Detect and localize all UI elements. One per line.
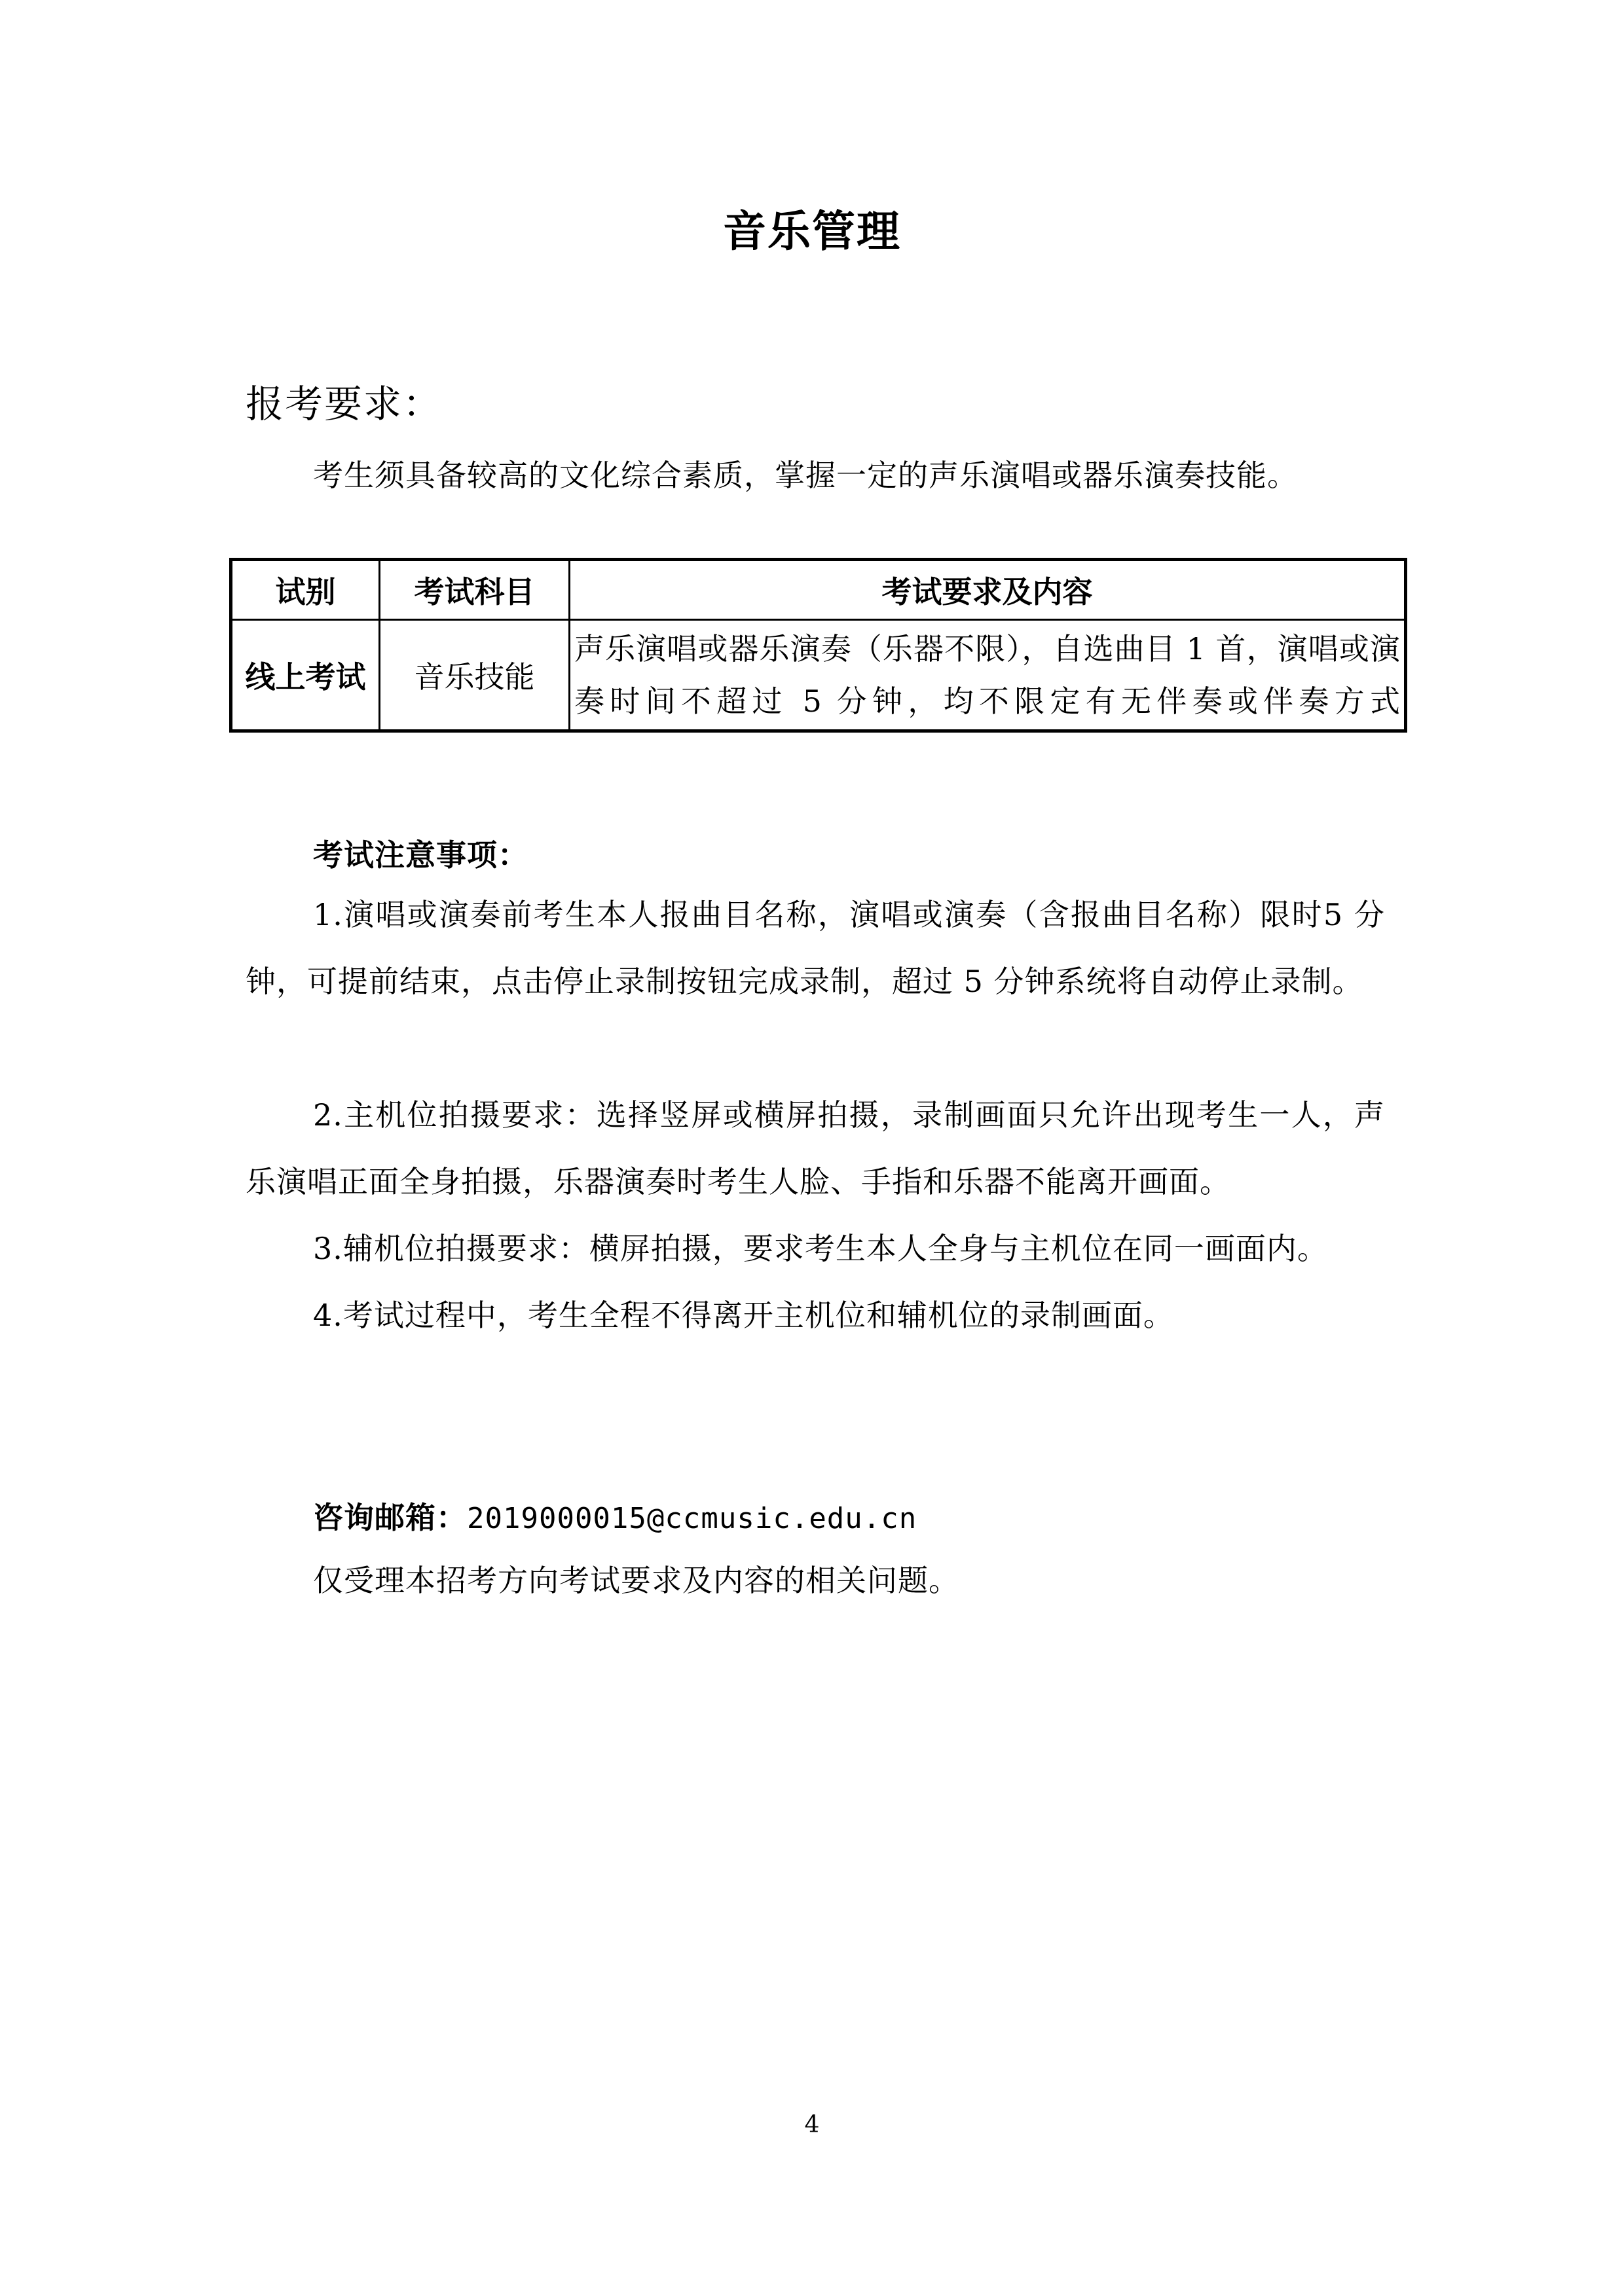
table-header-subject: 考试科目 — [380, 560, 570, 620]
table-cell-subject: 音乐技能 — [380, 620, 570, 731]
notes-heading: 考试注意事项： — [313, 837, 528, 873]
note-item: 2.主机位拍摄要求：选择竖屏或横屏拍摄，录制画面只允许出现考生一人，声乐演唱正面全身拍摄，乐器演奏时考生人脸、手指和乐器不能离开画面。 — [246, 1097, 1385, 1199]
table-header-type: 试别 — [231, 560, 380, 620]
page-number: 4 — [804, 2111, 820, 2138]
contact-email-link[interactable]: 2019000015@ccmusic.edu.cn — [467, 1502, 917, 1535]
exam-table — [229, 558, 1407, 733]
note-item: 4.考试过程中，考生全程不得离开主机位和辅机位的录制画面。 — [313, 1298, 1174, 1333]
contact-line — [313, 1494, 917, 1537]
table-header-row — [231, 560, 1406, 620]
note-item: 1.演唱或演奏前考生本人报曲目名称，演唱或演奏（含报曲目名称）限时5 分钟，可提前结束，点击停止录制按钮完成录制，超过 5 分钟系统将自动停止录制。 — [246, 897, 1385, 999]
table-row — [231, 620, 1406, 731]
requirements-heading: 报考要求： — [246, 382, 443, 426]
page-title: 音乐管理 — [723, 206, 901, 257]
table-cell-content: 声乐演唱或器乐演奏（乐器不限），自选曲目 1 首，演唱或演奏时间不超过 5 分钟，均不限定有无伴奏或伴奏方式 — [570, 620, 1406, 731]
contact-note: 仅受理本招考方向考试要求及内容的相关问题。 — [313, 1563, 959, 1598]
requirements-text: 考生须具备较高的文化综合素质，掌握一定的声乐演唱或器乐演奏技能。 — [313, 458, 1298, 493]
table-header-content: 考试要求及内容 — [570, 560, 1406, 620]
table-cell-type: 线上考试 — [231, 620, 380, 731]
contact-label: 咨询邮箱： — [313, 1500, 467, 1535]
note-item: 3.辅机位拍摄要求：横屏拍摄，要求考生本人全身与主机位在同一画面内。 — [313, 1231, 1328, 1266]
